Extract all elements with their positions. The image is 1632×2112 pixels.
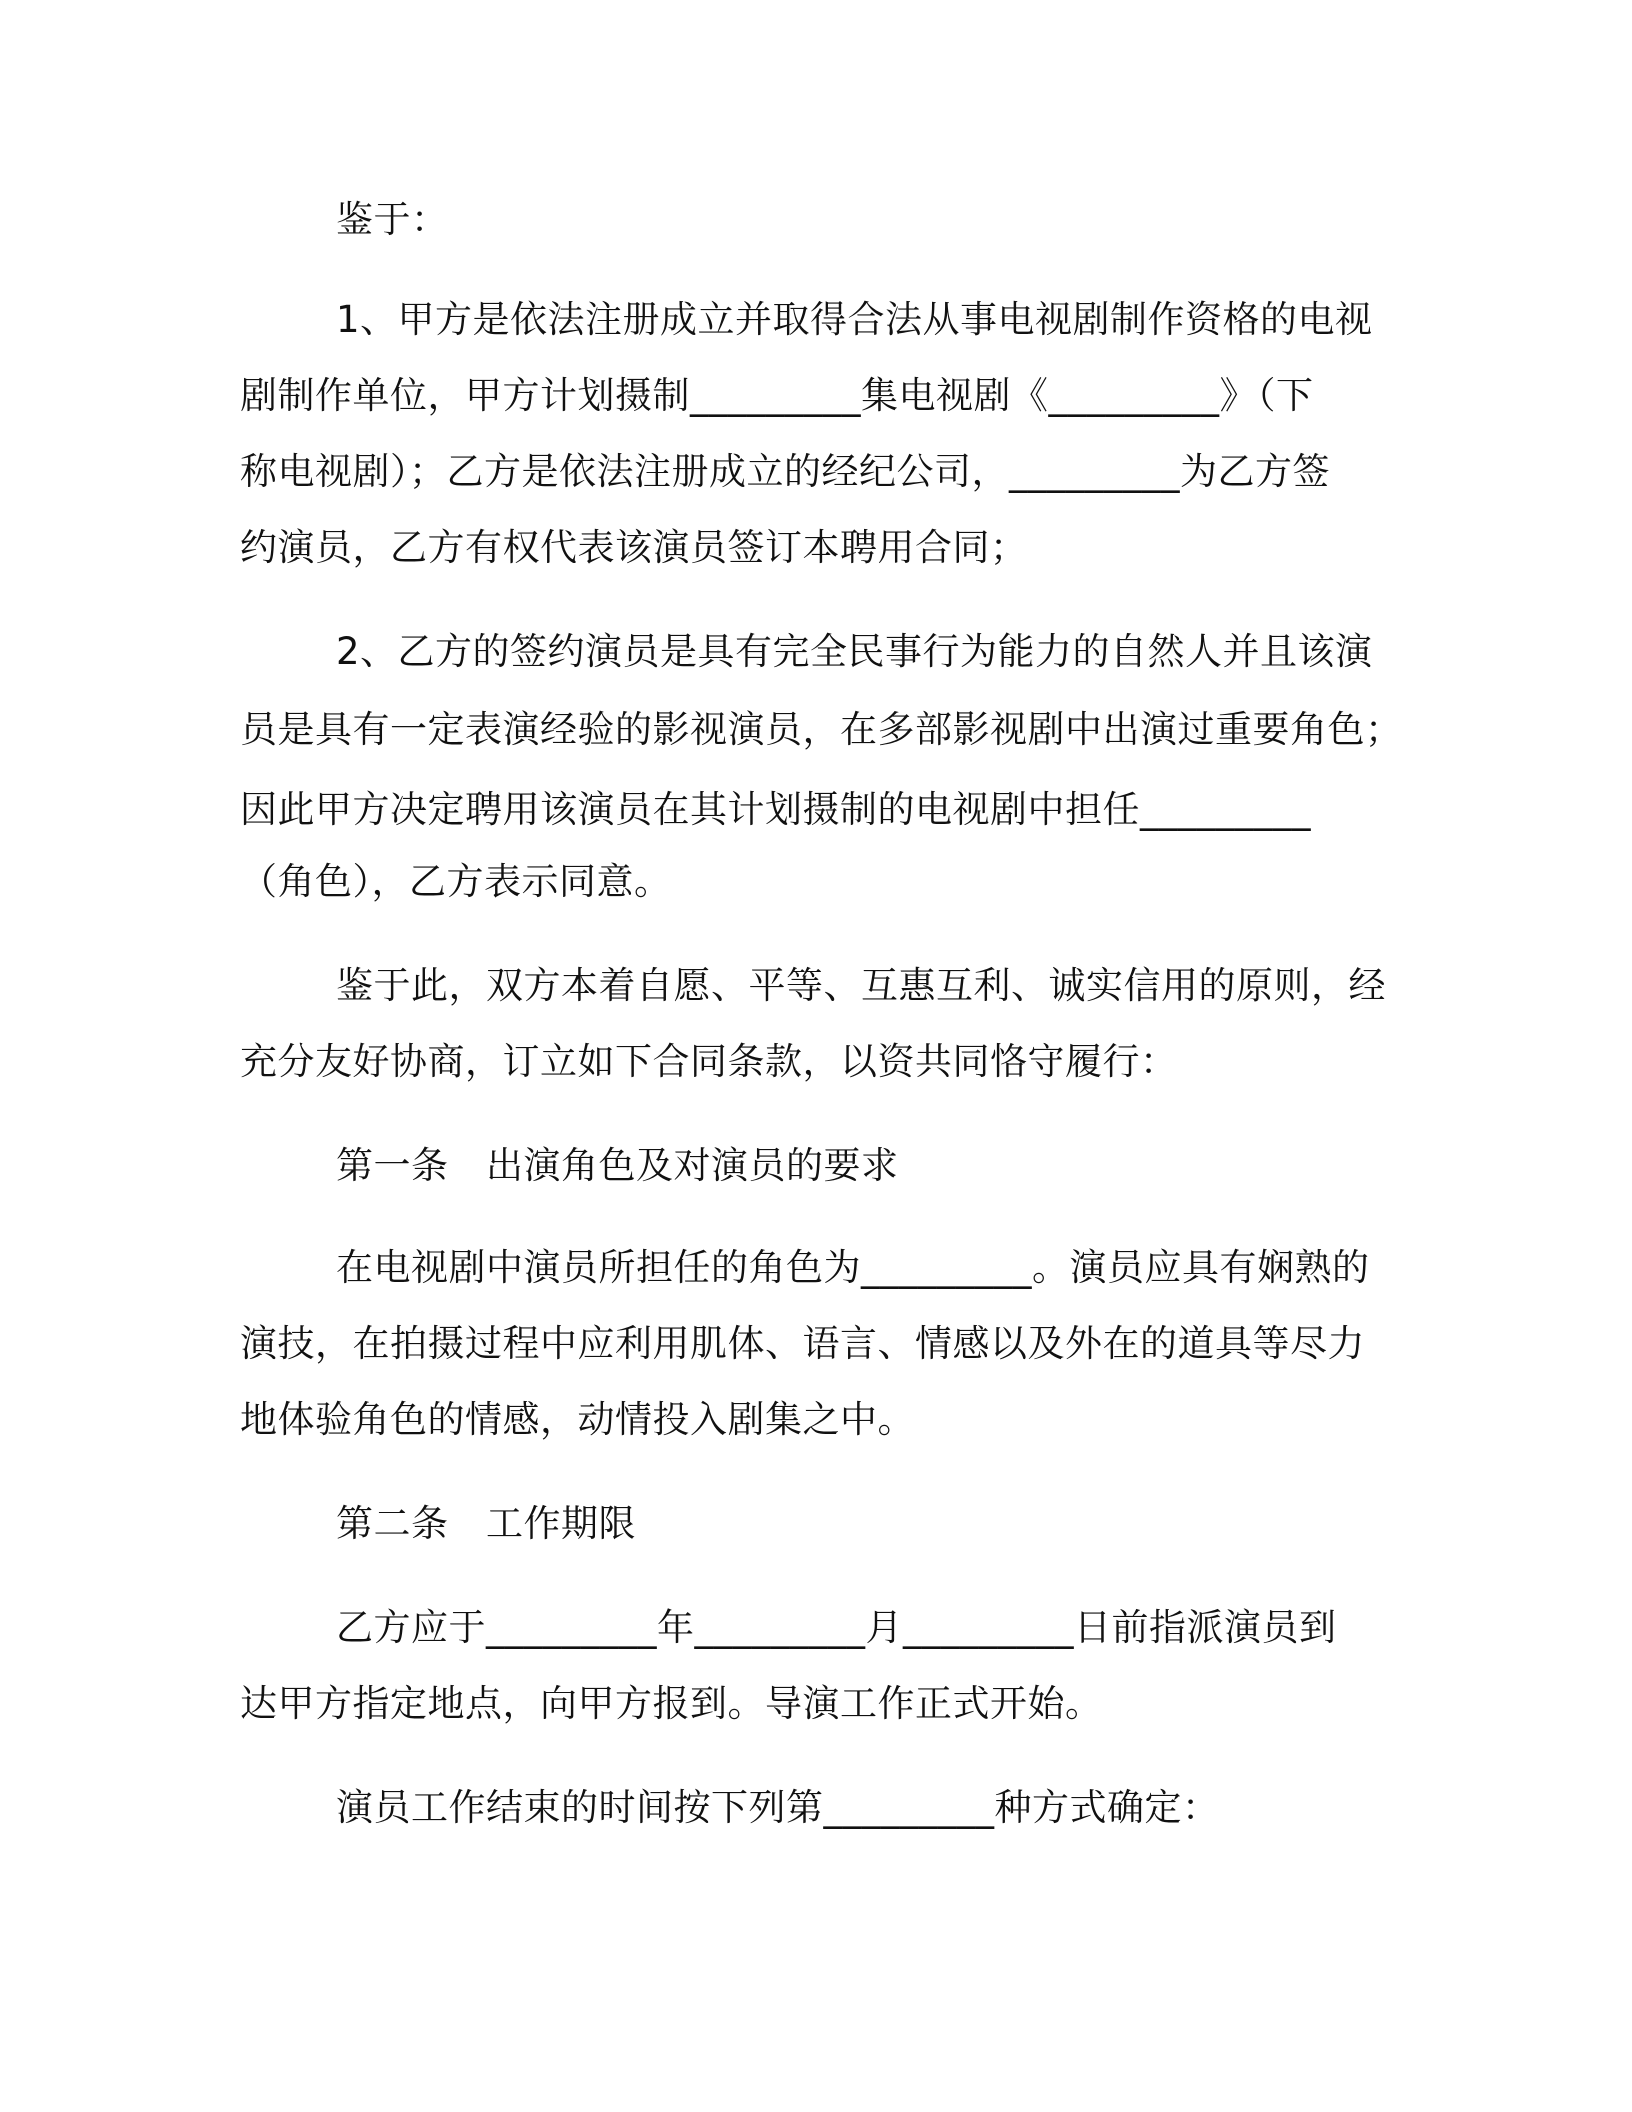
article-1-line-1: 在电视剧中演员所担任的角色为_________。演员应具有娴熟的 bbox=[336, 1246, 1370, 1289]
recital-2-line-1: 2、乙方的签约演员是具有完全民事行为能力的自然人并且该演 bbox=[336, 630, 1373, 673]
recital-1-line-4: 约演员，乙方有权代表该演员签订本聘用合同； bbox=[240, 526, 1028, 569]
recital-1-line-3: 称电视剧）；乙方是依法注册成立的经纪公司，_________为乙方签 bbox=[240, 450, 1330, 493]
preamble-line-1: 鉴于此，双方本着自愿、平等、互惠互利、诚实信用的原则，经 bbox=[336, 964, 1386, 1007]
article-1-heading: 第一条 出演角色及对演员的要求 bbox=[336, 1144, 899, 1187]
article-2-line-3: 演员工作结束的时间按下列第_________种方式确定： bbox=[336, 1786, 1220, 1829]
article-1-line-2: 演技，在拍摄过程中应利用肌体、语言、情感以及外在的道具等尽力 bbox=[240, 1322, 1365, 1365]
article-2-line-2: 达甲方指定地点，向甲方报到。导演工作正式开始。 bbox=[240, 1682, 1103, 1725]
recital-1-line-1: 1、甲方是依法注册成立并取得合法从事电视剧制作资格的电视 bbox=[336, 298, 1373, 341]
article-1-line-3: 地体验角色的情感，动情投入剧集之中。 bbox=[240, 1398, 915, 1441]
recital-1-line-2: 剧制作单位，甲方计划摄制_________集电视剧《_________》（下 bbox=[240, 374, 1314, 417]
article-2-line-1: 乙方应于_________年_________月_________日前指派演员到 bbox=[336, 1606, 1337, 1649]
preamble-line-2: 充分友好协商，订立如下合同条款，以资共同恪守履行： bbox=[240, 1040, 1178, 1083]
recital-2-line-4: （角色），乙方表示同意。 bbox=[240, 860, 672, 903]
recital-2-line-3: 因此甲方决定聘用该演员在其计划摄制的电视剧中担任_________ bbox=[240, 788, 1311, 831]
recital-heading: 鉴于： bbox=[336, 198, 449, 241]
article-2-heading: 第二条 工作期限 bbox=[336, 1502, 636, 1545]
recital-2-line-2: 员是具有一定表演经验的影视演员，在多部影视剧中出演过重要角色； bbox=[240, 708, 1403, 751]
